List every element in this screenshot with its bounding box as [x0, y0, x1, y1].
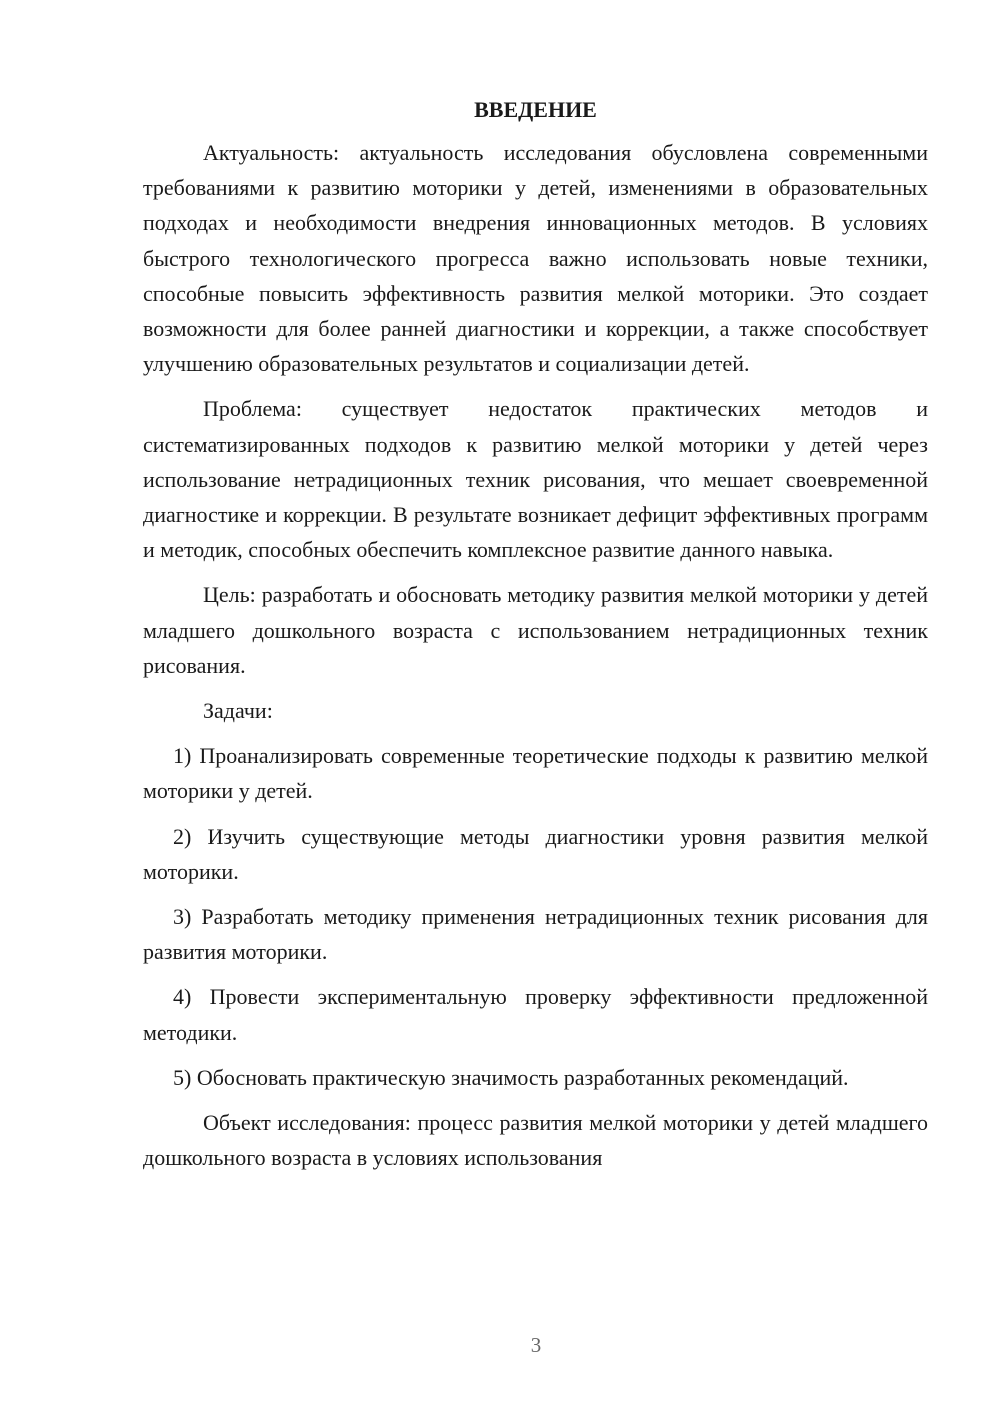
section-title: ВВЕДЕНИЕ [474, 97, 597, 122]
relevance-paragraph: Актуальность: актуальность исследования обусловлена современными требованиями к развитию моторики у детей, изменениями в образовательных подходах и необходимости внедрения инновационных методов. В условиях быстрого технологического прогресса важно использовать новые техники, способные повысить эффективность развития мелкой моторики. Это создает возможности для более ранней диагностики и коррекции, а также способствует улучшению образовательных результатов и социализации детей. [143, 140, 928, 377]
page-number: 3 [530, 1333, 542, 1357]
task-item-3: 3) Разработать методику применения нетрадиционных техник рисования для развития моторики. [143, 904, 928, 965]
task-item-1: 1) Проанализировать современные теоретические подходы к развитию мелкой моторики у детей. [143, 743, 928, 804]
object-paragraph: Объект исследования: процесс развития мелкой моторики у детей младшего дошкольного возраста в условиях использования [143, 1110, 928, 1171]
goal-paragraph: Цель: разработать и обосновать методику развития мелкой моторики у детей младшего дошкольного возраста с использованием нетрадиционных техник рисования. [143, 582, 928, 678]
tasks-heading: Задачи: [203, 698, 273, 724]
task-item-2: 2) Изучить существующие методы диагностики уровня развития мелкой моторики. [143, 823, 928, 884]
task-item-5: 5) Обосновать практическую значимость разработанных рекомендаций. [173, 1064, 849, 1090]
problem-paragraph: Проблема: существует недостаток практических методов и систематизированных подходов к развитию мелкой моторики у детей через использование нетрадиционных техник рисования, что мешает своевременной диагностике и коррекции. В результате возникает дефицит эффективных программ и методик, способных обеспечить комплексное развитие данного навыка. [143, 396, 928, 563]
document-page [143, 92, 928, 1185]
task-item-4: 4) Провести экспериментальную проверку эффективности предложенной методики. [143, 984, 928, 1045]
